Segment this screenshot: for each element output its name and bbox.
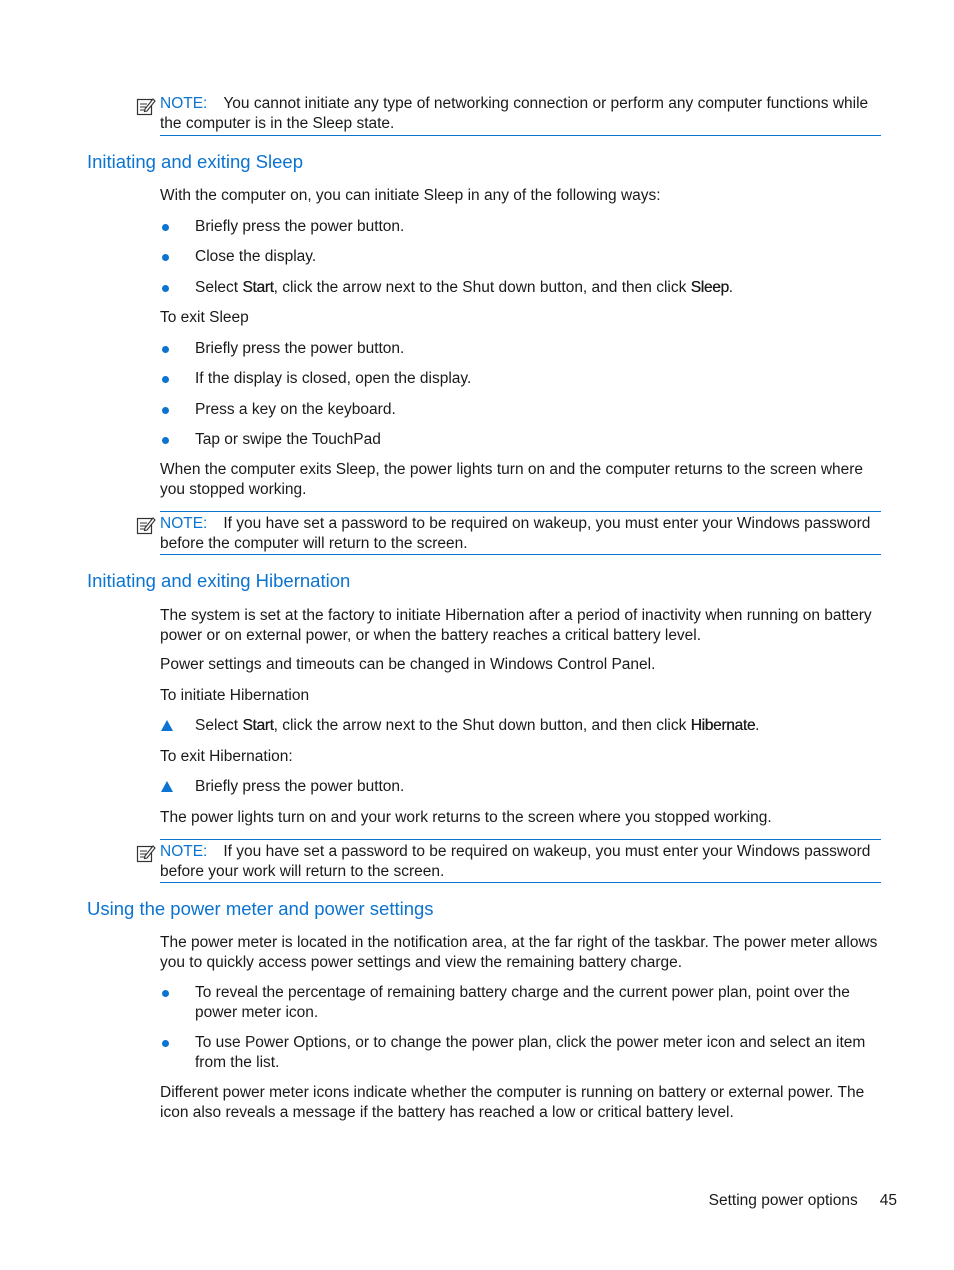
list-item: Briefly press the power button. bbox=[195, 218, 405, 235]
step-triangle-icon bbox=[160, 716, 190, 736]
list-item: To reveal the percentage of remaining battery charge and the current power plan, point over the power meter icon. bbox=[195, 984, 850, 1021]
paragraph: The power lights turn on and your work returns to the screen where you stopped working. bbox=[160, 809, 772, 826]
ui-term-sleep: Sleep bbox=[690, 279, 729, 296]
note-label: NOTE: bbox=[160, 515, 208, 532]
list-item: Close the display. bbox=[195, 248, 317, 265]
bullet-icon bbox=[160, 247, 190, 267]
footer-section-title: Setting power options bbox=[708, 1192, 858, 1209]
paragraph: The power meter is located in the notification area, at the far right of the taskbar. The power meter allows you to quickly access power settings and view the remaining battery charge. bbox=[160, 934, 878, 971]
note-text: If you have set a password to be required on wakeup, you must enter your Windows password before the computer will return to the screen. bbox=[160, 515, 871, 552]
section-heading-hibernation: Initiating and exiting Hibernation bbox=[87, 570, 351, 591]
paragraph: With the computer on, you can initiate Sleep in any of the following ways: bbox=[160, 187, 661, 204]
note-label: NOTE: bbox=[160, 843, 208, 860]
page-footer bbox=[709, 1191, 897, 1210]
note-pencil-icon bbox=[136, 96, 156, 116]
step-triangle-icon bbox=[160, 777, 190, 797]
bullet-icon bbox=[160, 339, 190, 359]
note-text: If you have set a password to be required on wakeup, you must enter your Windows password before your work will return to the screen. bbox=[160, 843, 871, 880]
bullet-icon bbox=[160, 983, 190, 1003]
note-divider bbox=[160, 839, 881, 840]
paragraph: Power settings and timeouts can be changed in Windows Control Panel. bbox=[160, 656, 656, 673]
text-run: , click the arrow next to the Shut down button, and then click bbox=[273, 717, 691, 734]
list-item bbox=[195, 716, 880, 736]
paragraph: When the computer exits Sleep, the power lights turn on and the computer returns to the screen where you stopped working. bbox=[160, 461, 864, 498]
text-run: , click the arrow next to the Shut down button, and then click bbox=[273, 279, 691, 296]
ui-term-start: Start bbox=[242, 717, 274, 734]
text-run: Select bbox=[195, 279, 243, 296]
bullet-icon bbox=[160, 1033, 190, 1053]
section-heading-power-meter: Using the power meter and power settings bbox=[87, 898, 434, 919]
note-divider bbox=[160, 882, 881, 883]
note-pencil-icon bbox=[136, 515, 156, 535]
procedure-label: To exit Sleep bbox=[160, 309, 249, 326]
paragraph: Different power meter icons indicate whether the computer is running on battery or external power. The icon also reveals a message if the battery has reached a low or critical battery level. bbox=[160, 1084, 865, 1121]
text-run: . bbox=[755, 717, 760, 734]
bullet-icon bbox=[160, 369, 190, 389]
note-pencil-icon bbox=[136, 843, 156, 863]
text-run: Select bbox=[195, 717, 243, 734]
section-heading-sleep: Initiating and exiting Sleep bbox=[87, 151, 303, 172]
list-item: If the display is closed, open the display. bbox=[195, 370, 472, 387]
page-number: 45 bbox=[879, 1192, 897, 1209]
text-run: . bbox=[728, 279, 734, 296]
procedure-label: To initiate Hibernation bbox=[160, 687, 310, 704]
bullet-icon bbox=[160, 278, 190, 298]
list-item: Press a key on the keyboard. bbox=[195, 401, 396, 418]
paragraph: The system is set at the factory to initiate Hibernation after a period of inactivity when running on battery power or on external power, or when the battery reaches a critical battery level. bbox=[160, 607, 872, 644]
note-label: NOTE: bbox=[160, 95, 208, 112]
bullet-icon bbox=[160, 430, 190, 450]
bullet-icon bbox=[160, 217, 190, 237]
note-divider bbox=[160, 135, 881, 136]
list-item: Briefly press the power button. bbox=[195, 340, 405, 357]
ui-term-start: Start bbox=[242, 279, 274, 296]
note-text: You cannot initiate any type of networking connection or perform any computer functions while the computer is in the Sleep state. bbox=[160, 95, 869, 132]
list-item: Tap or swipe the TouchPad bbox=[195, 431, 381, 448]
note-divider bbox=[160, 554, 881, 555]
list-item: Briefly press the power button. bbox=[195, 778, 405, 795]
note-divider bbox=[160, 511, 881, 512]
list-item bbox=[195, 278, 880, 298]
bullet-icon bbox=[160, 400, 190, 420]
list-item: To use Power Options, or to change the power plan, click the power meter icon and select an item from the list. bbox=[195, 1034, 866, 1071]
ui-term-hibernate: Hibernate bbox=[690, 717, 756, 734]
procedure-label: To exit Hibernation: bbox=[160, 748, 293, 765]
